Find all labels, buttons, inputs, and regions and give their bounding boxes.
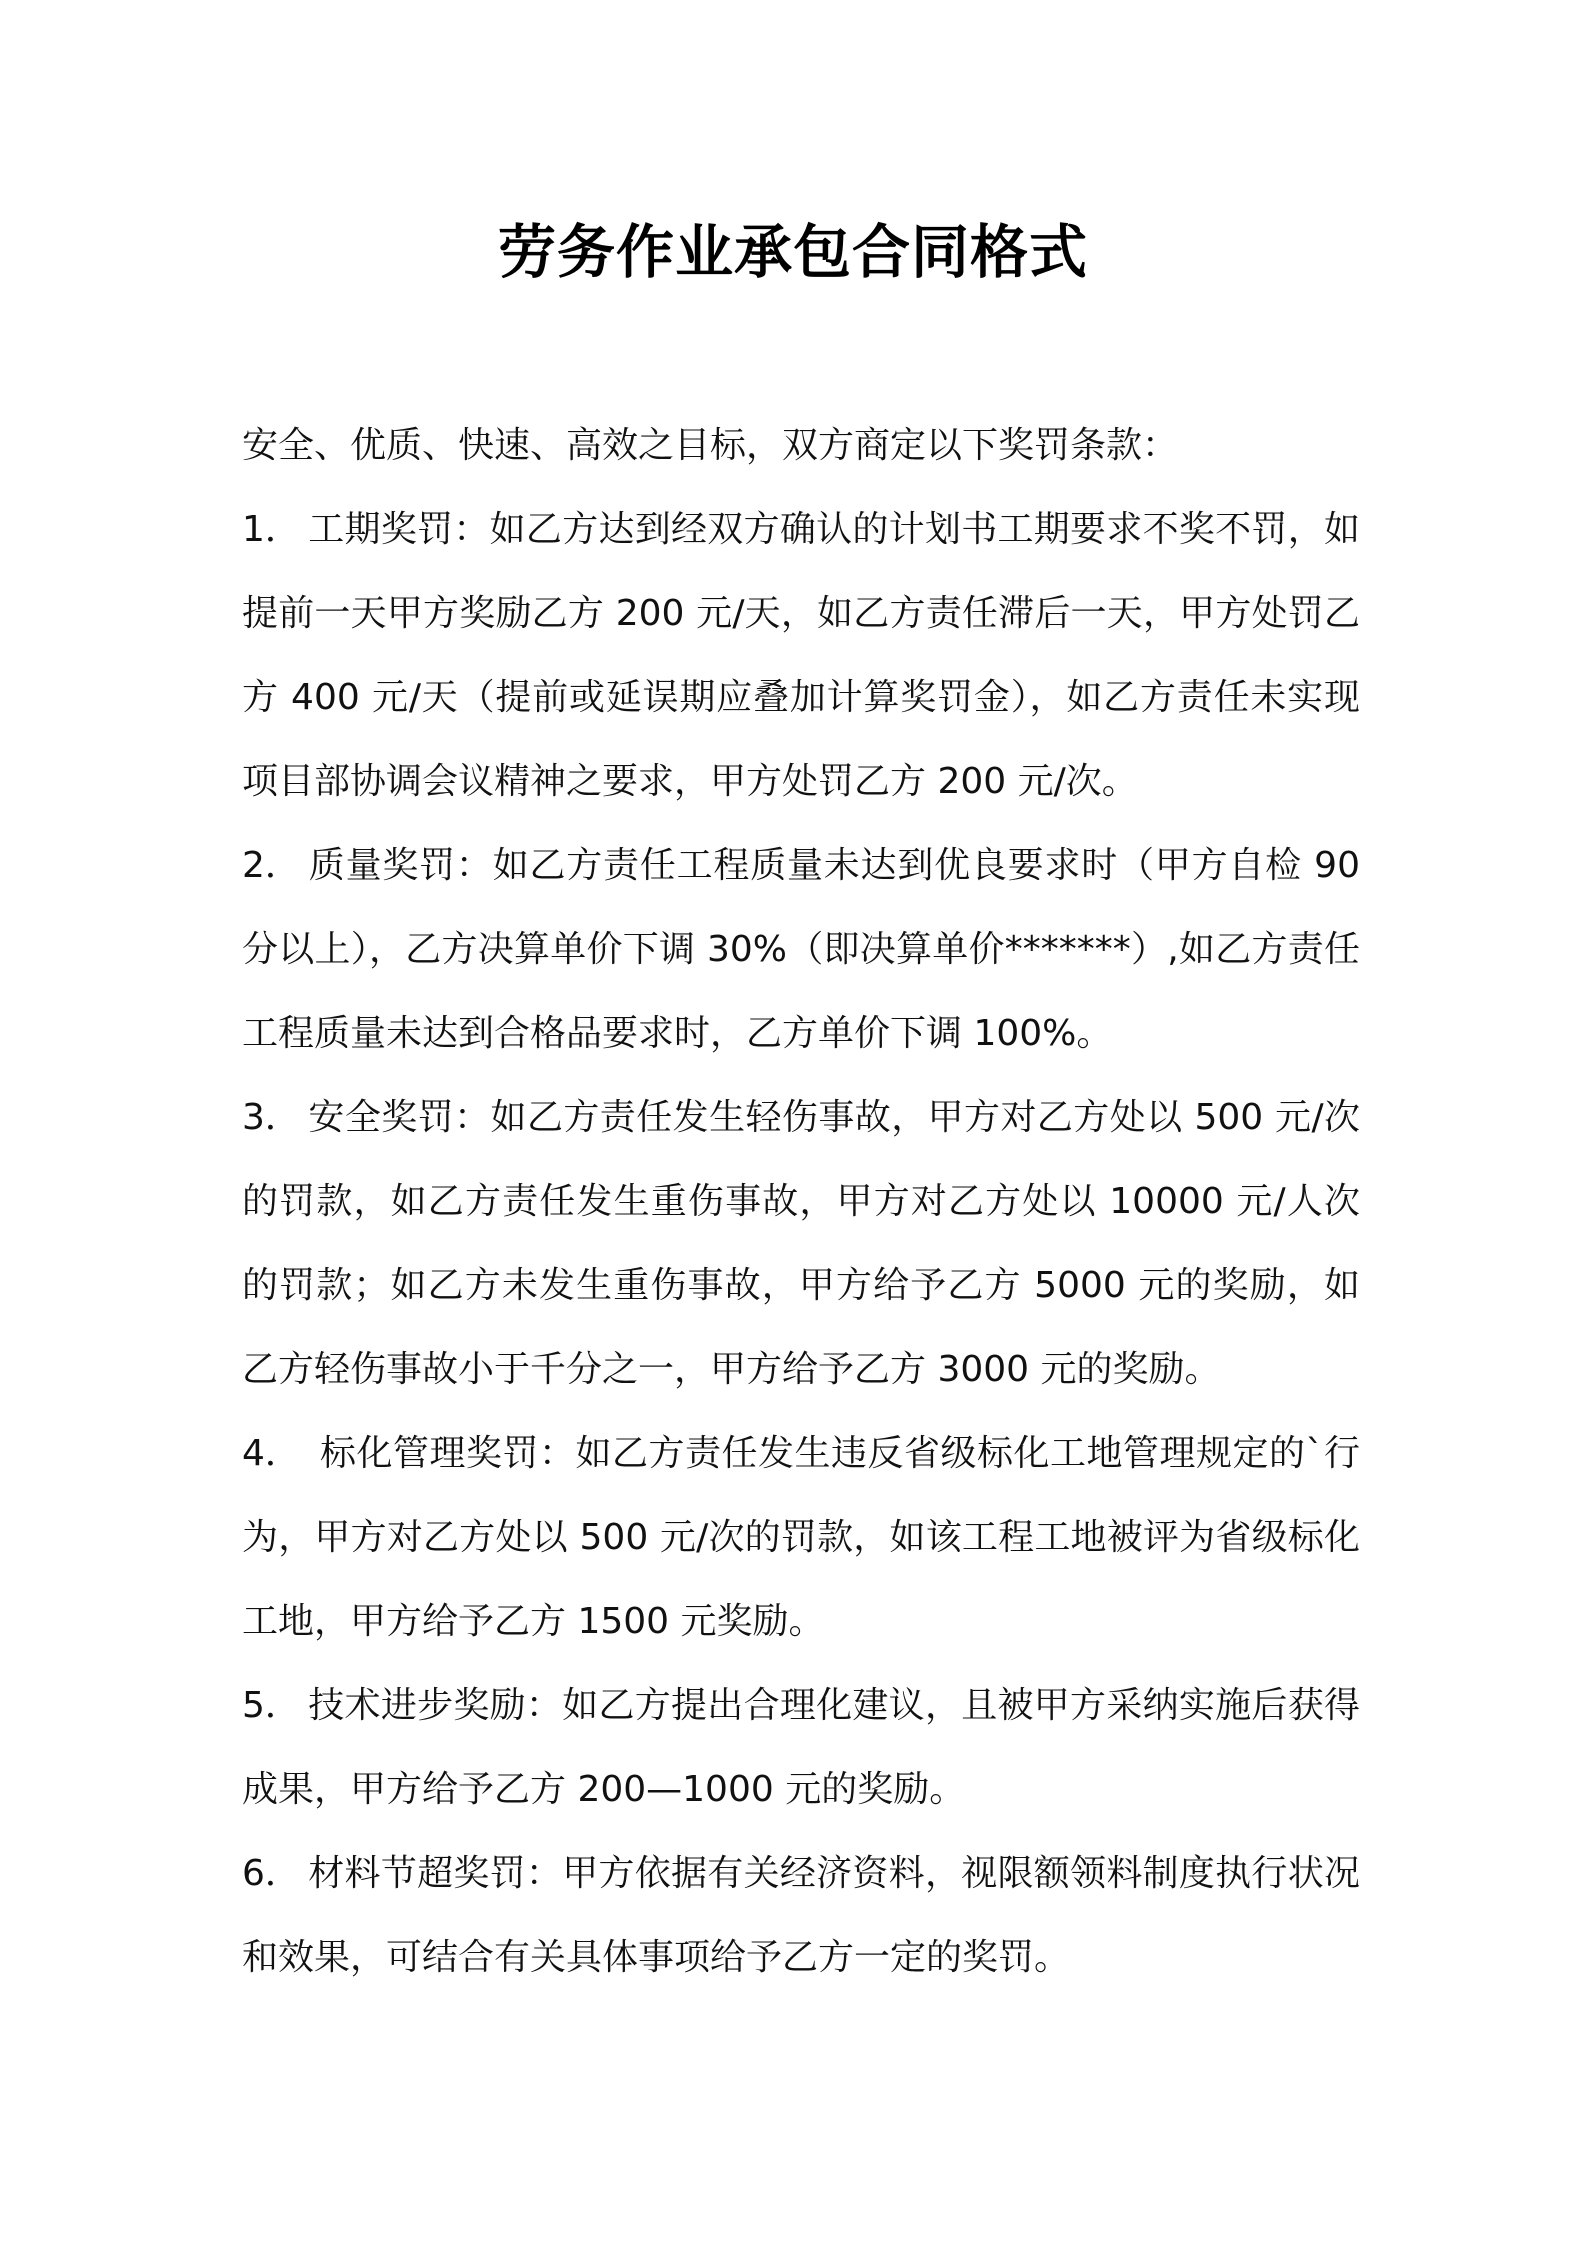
- clause-2-number: 2．: [242, 845, 301, 886]
- clause-3-text: 安全奖罚：如乙方责任发生轻伤事故，甲方对乙方处以 500 元/次的罚款，如乙方责任发生重伤事故，甲方对乙方处以 10000 元/人次的罚款；如乙方未发生重伤事故，甲方给予乙方 5000 元的奖励，如乙方轻伤事故小于千分之一，甲方给予乙方 3000 元的奖励。: [242, 1097, 1360, 1390]
- clause-5-number: 5．: [242, 1685, 301, 1726]
- clause-2-text: 质量奖罚：如乙方责任工程质量未达到优良要求时（甲方自检 90 分以上），乙方决算单价下调 30%（即决算单价*******）,如乙方责任工程质量未达到合格品要求时，乙方单价下调 100%。: [242, 845, 1360, 1054]
- clause-6-number: 6．: [242, 1853, 301, 1894]
- clause-1-number: 1．: [242, 509, 301, 550]
- clause-1: [242, 488, 1360, 824]
- clause-2: [242, 824, 1360, 1076]
- clause-5: [242, 1664, 1360, 1832]
- clause-4: [242, 1412, 1360, 1664]
- clause-1-text: 工期奖罚：如乙方达到经双方确认的计划书工期要求不奖不罚，如提前一天甲方奖励乙方 200 元/天，如乙方责任滞后一天，甲方处罚乙方 400 元/天（提前或延误期应叠加计算奖罚金），如乙方责任未实现项目部协调会议精神之要求，甲方处罚乙方 200 元/次。: [242, 509, 1360, 802]
- clause-3-number: 3．: [242, 1097, 301, 1138]
- clause-4-text: 标化管理奖罚：如乙方责任发生违反省级标化工地管理规定的`行为，甲方对乙方处以 500 元/次的罚款，如该工程工地被评为省级标化工地，甲方给予乙方 1500 元奖励。: [242, 1433, 1360, 1642]
- clause-6: [242, 1832, 1360, 2000]
- document-title: 劳务作业承包合同格式: [497, 218, 1088, 286]
- clause-3: [242, 1076, 1360, 1412]
- intro-paragraph: 安全、优质、快速、高效之目标，双方商定以下奖罚条款：: [242, 425, 1179, 466]
- clause-6-text: 材料节超奖罚：甲方依据有关经济资料，视限额领料制度执行状况和效果，可结合有关具体事项给予乙方一定的奖罚。: [242, 1853, 1360, 1978]
- document-body: [242, 404, 1360, 2000]
- clause-4-number: 4．: [242, 1433, 301, 1474]
- clause-5-text: 技术进步奖励：如乙方提出合理化建议，且被甲方采纳实施后获得成果，甲方给予乙方 200—1000 元的奖励。: [242, 1685, 1360, 1810]
